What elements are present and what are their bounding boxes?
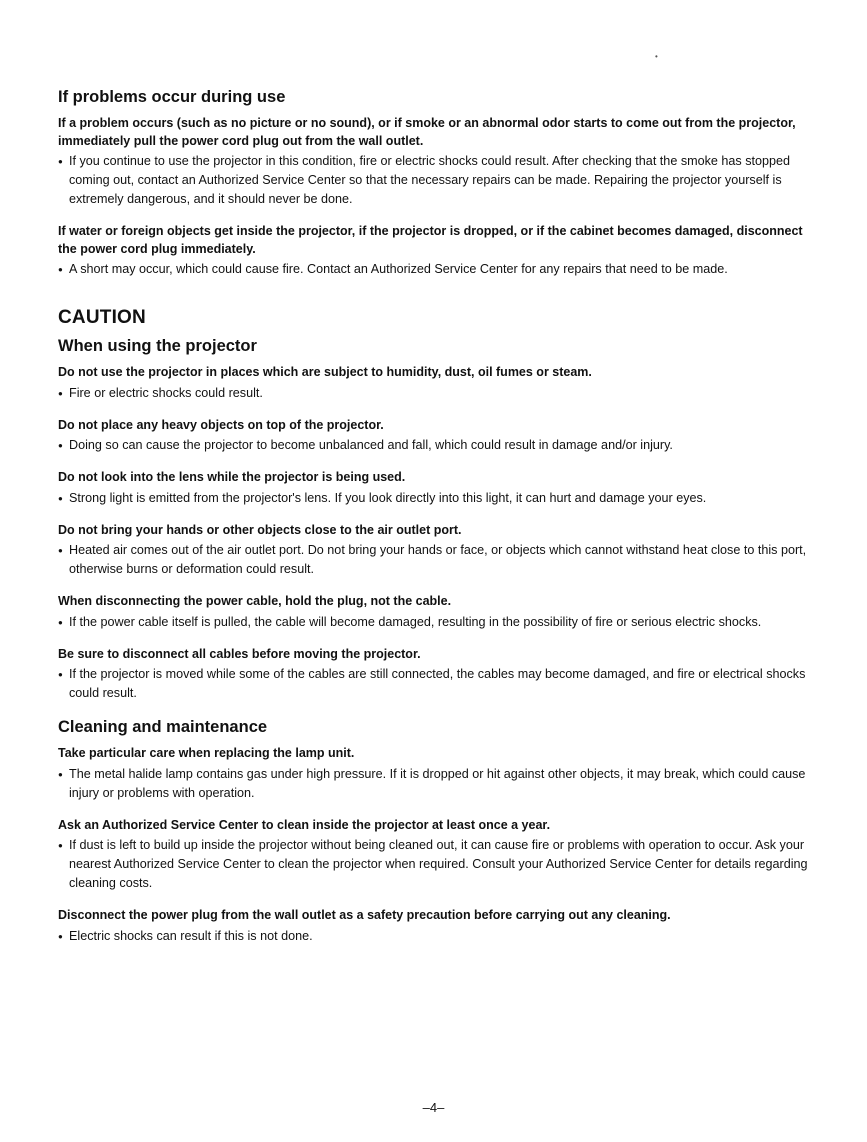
cleaning-block	[58, 817, 808, 894]
caution-lead: Do not place any heavy objects on top of the projector.	[58, 417, 384, 432]
caution-bullet: ● If the power cable itself is pulled, the cable will become damaged, resulting in the possibility of fire or serious electric shocks.	[58, 613, 808, 632]
caution-lead: Do not bring your hands or other objects close to the air outlet port.	[58, 522, 462, 537]
cleaning-bullet: ● The metal halide lamp contains gas under high pressure. If it is dropped or hit against other objects, it may break, which could cause injury or problems with operation.	[58, 765, 808, 803]
cleaning-lead: Take particular care when replacing the lamp unit.	[58, 746, 355, 760]
cleaning-bullet: ● If dust is left to build up inside the projector without being cleaned out, it can cause fire or problems with operation to occur. Ask your nearest Authorized Service Center to clean the projector when required. Consult your Authorized Service Center for details regarding cleaning costs.	[58, 836, 808, 893]
caution-bullet: ● Fire or electric shocks could result.	[58, 384, 808, 403]
cleaning-bullet: ● Electric shocks can result if this is not done.	[58, 927, 808, 946]
caution-lead: Do not look into the lens while the projector is being used.	[58, 470, 406, 484]
caution-lead: Do not use the projector in places which are subject to humidity, dust, oil fumes or steam.	[58, 365, 592, 379]
section-heading-using: When using the projector	[58, 337, 257, 355]
caution-title: CAUTION	[58, 307, 146, 328]
caution-lead: When disconnecting the power cable, hold the plug, not the cable.	[58, 594, 452, 608]
warning-bullet: ● If you continue to use the projector in this condition, fire or electric shocks could result. After checking that the smoke has stopped coming out, contact an Authorized Service Center so that the necessary repairs can be made. Repairing the projector yourself is extremely dangerous, and it should never be done.	[58, 152, 808, 209]
caution-block	[58, 417, 808, 456]
warning-block	[58, 223, 808, 279]
section-heading-problems: If problems occur during use	[58, 88, 286, 106]
caution-block	[58, 522, 808, 580]
caution-lead: Be sure to disconnect all cables before moving the projector.	[58, 646, 421, 661]
page-number: –4–	[422, 1100, 445, 1115]
document-page	[58, 87, 808, 960]
cleaning-block	[58, 745, 808, 803]
warning-bullet: ● A short may occur, which could cause fire. Contact an Authorized Service Center for any repairs that need to be made.	[58, 260, 808, 279]
caution-block	[58, 593, 808, 632]
warning-lead: If water or foreign objects get inside the projector, if the projector is dropped, or if the cabinet becomes damaged, disconnect the power cord plug immediately.	[58, 224, 803, 256]
cleaning-block	[58, 907, 808, 946]
cleaning-lead: Ask an Authorized Service Center to clean inside the projector at least once a year.	[58, 817, 551, 832]
cleaning-lead: Disconnect the power plug from the wall outlet as a safety precaution before carrying out any cleaning.	[58, 908, 671, 922]
section-heading-cleaning: Cleaning and maintenance	[58, 718, 268, 736]
caution-bullet: ● Doing so can cause the projector to become unbalanced and fall, which could result in damage and/or injury.	[58, 436, 808, 455]
scan-speck: •	[655, 52, 658, 61]
caution-block	[58, 469, 808, 508]
warning-block	[58, 115, 808, 209]
caution-bullet: ● Strong light is emitted from the projector's lens. If you look directly into this light, it can hurt and damage your eyes.	[58, 489, 808, 508]
caution-bullet: ● If the projector is moved while some of the cables are still connected, the cables may become damaged, and fire or electrical shocks could result.	[58, 665, 808, 703]
caution-bullet: ● Heated air comes out of the air outlet port. Do not bring your hands or face, or objects which cannot withstand heat close to this port, otherwise burns or deformation could result.	[58, 541, 808, 579]
caution-block	[58, 646, 808, 704]
warning-lead: If a problem occurs (such as no picture or no sound), or if smoke or an abnormal odor starts to come out from the projector, immediately pull the power cord plug out from the wall outlet.	[58, 116, 796, 148]
caution-block	[58, 364, 808, 403]
